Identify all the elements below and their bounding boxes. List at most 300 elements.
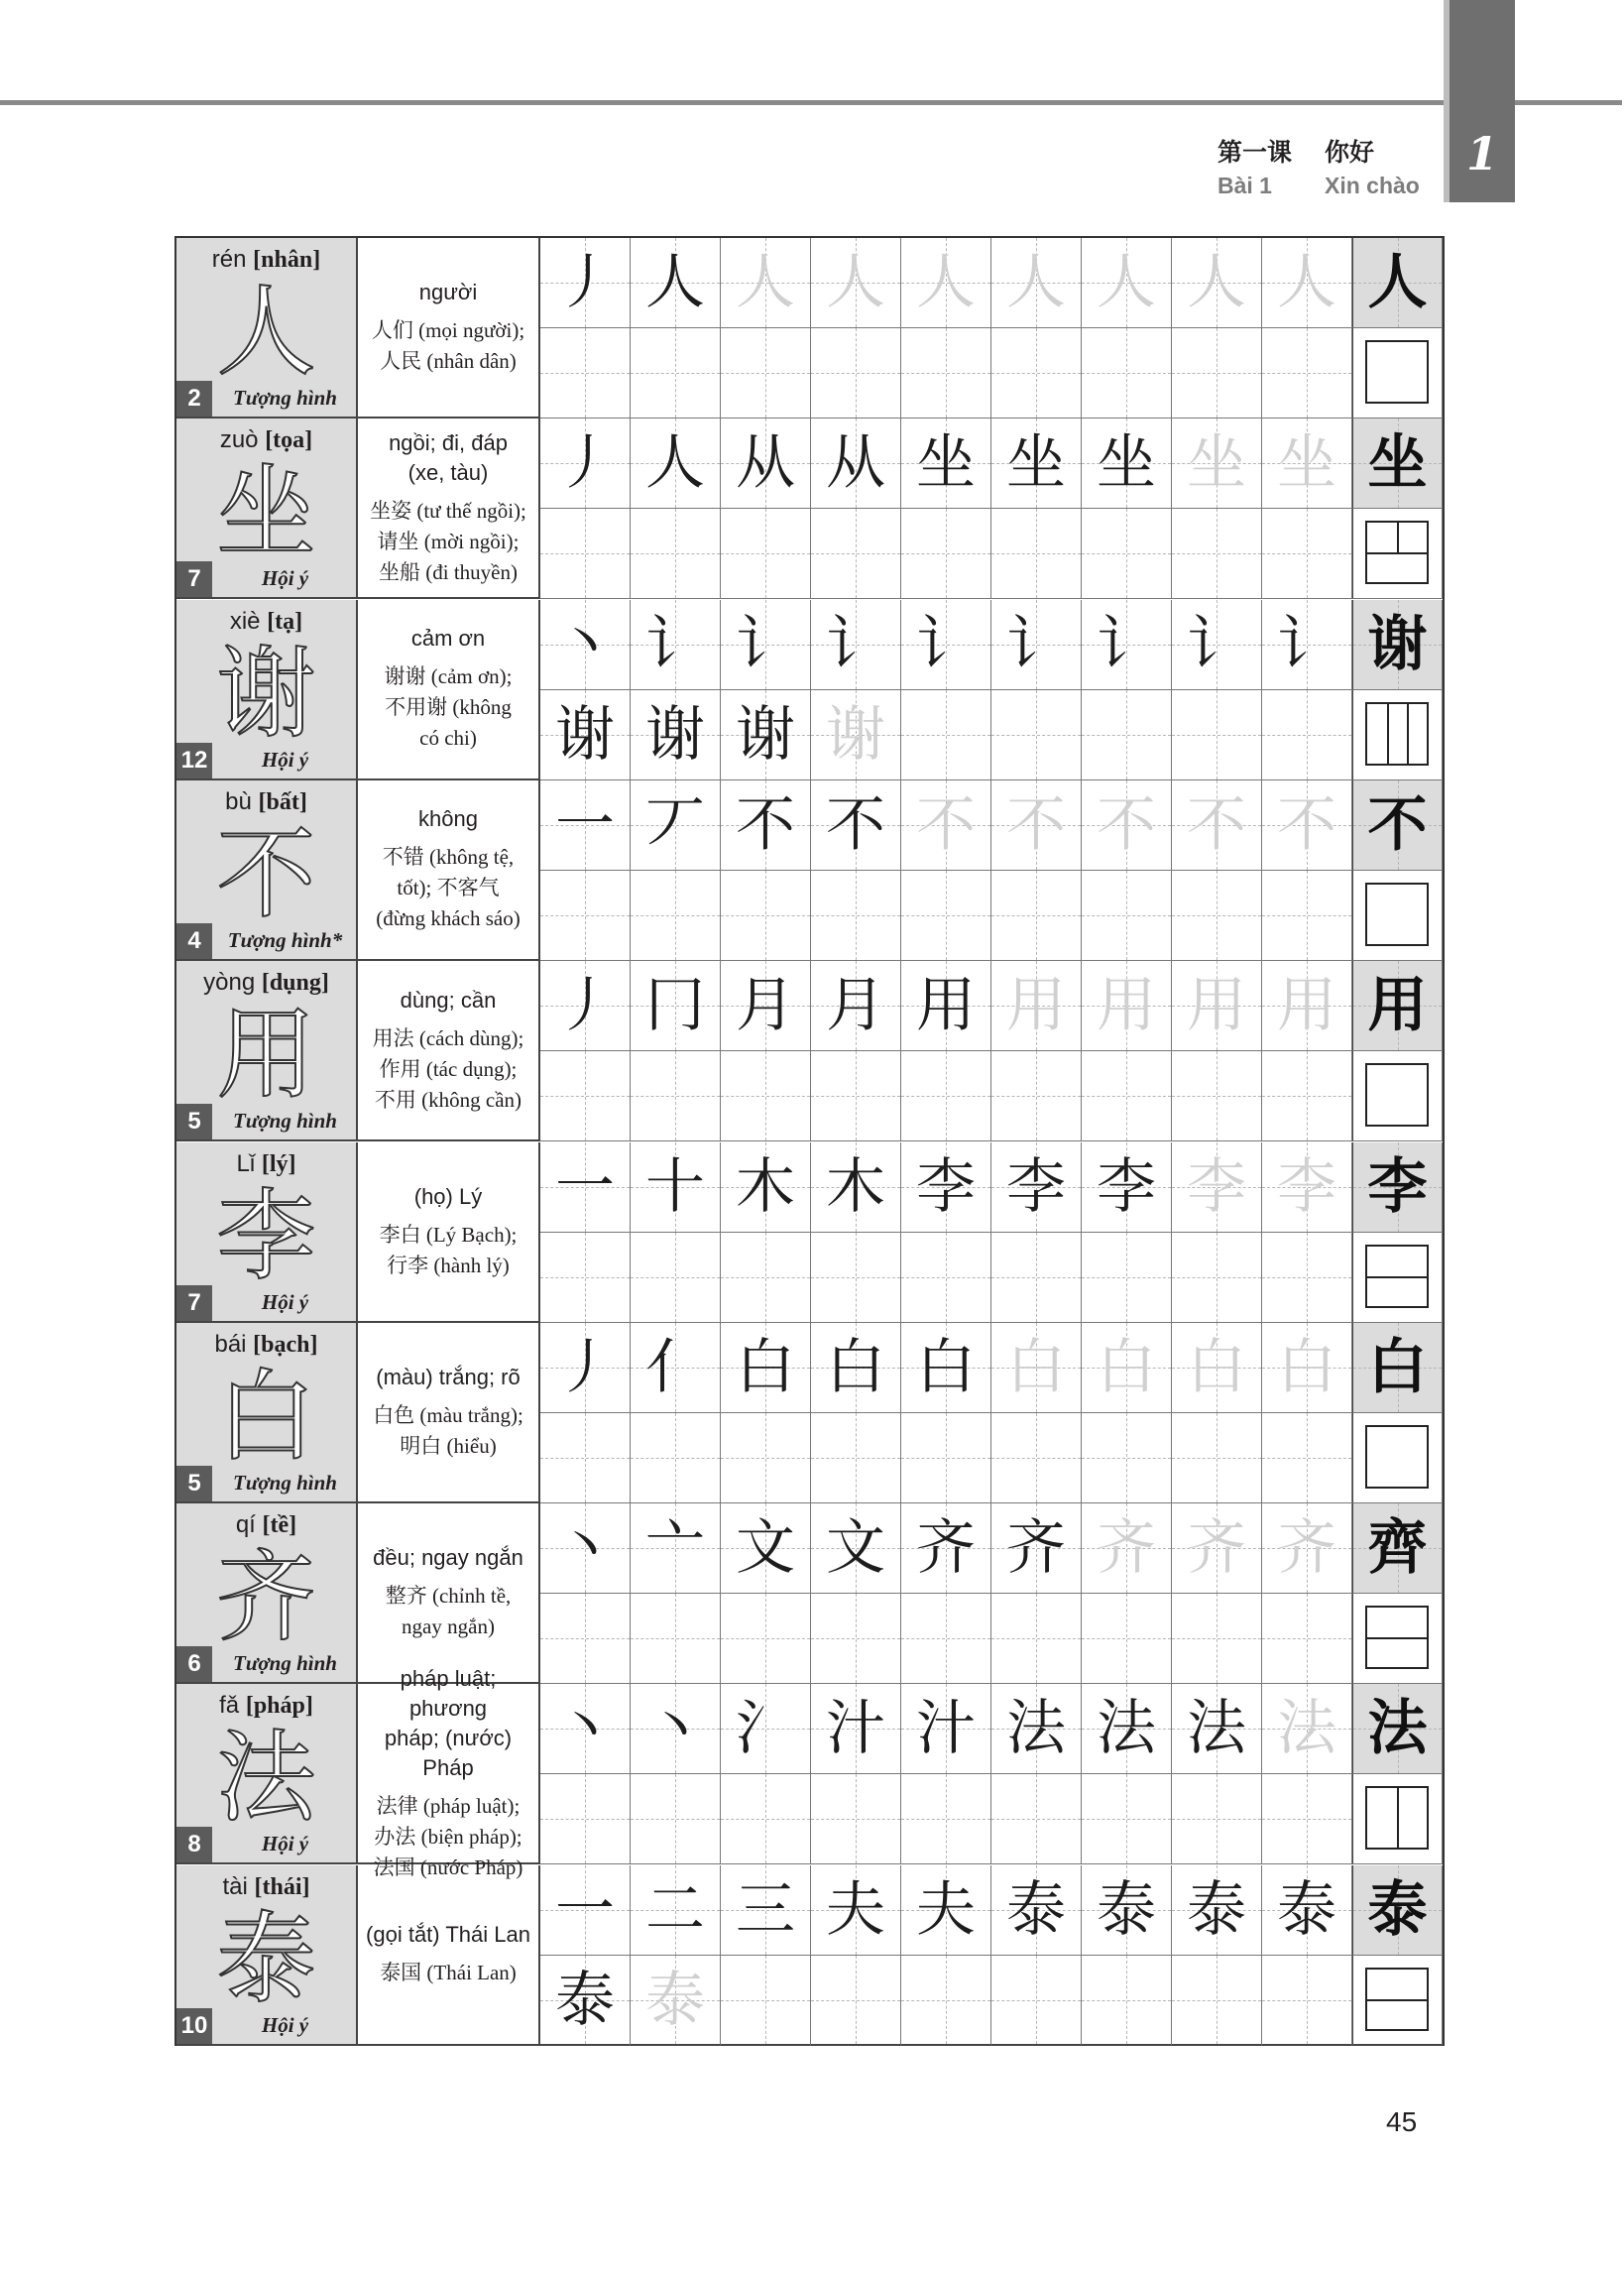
sino-vietnamese: [nhân]	[253, 247, 321, 273]
practice-cell	[811, 780, 901, 871]
trace-character: 不	[1187, 789, 1246, 860]
practice-cell	[1172, 780, 1262, 871]
practice-grid	[540, 1865, 1443, 2046]
stroke-count-badge: 8	[176, 1827, 212, 1862]
practice-cell	[721, 1774, 811, 1864]
character-row	[176, 1323, 1443, 1503]
trace-character: 用	[1277, 971, 1336, 1041]
stroke-step: 汁	[826, 1694, 885, 1764]
structure-diagram	[1365, 1968, 1429, 2031]
pinyin-text: fǎ	[219, 1692, 240, 1720]
practice-cell	[631, 1503, 721, 1594]
pinyin-text: rén	[211, 246, 247, 273]
stroke-step: 人	[645, 248, 705, 317]
final-character-cell	[1352, 1684, 1443, 1774]
trace-character: 人	[1097, 248, 1156, 317]
practice-cell	[631, 1323, 721, 1413]
stroke-step: 文	[826, 1513, 885, 1584]
character-info	[176, 419, 358, 599]
practice-cell	[540, 961, 631, 1051]
stroke-step: 木	[736, 1151, 795, 1222]
pinyin	[176, 608, 356, 636]
final-character-cell	[1352, 1865, 1443, 1956]
practice-cell	[1262, 871, 1352, 961]
stroke-count-badge: 7	[176, 561, 212, 597]
practice-cell	[1262, 600, 1352, 690]
character-type: Tượng hình	[233, 1470, 337, 1495]
practice-cell	[721, 328, 811, 419]
structure-diagram	[1365, 521, 1429, 584]
practice-cell	[1262, 780, 1352, 871]
practice-cell	[901, 1051, 991, 1141]
practice-grid	[540, 1684, 1443, 1864]
stroke-step: 从	[736, 428, 795, 499]
practice-cell	[540, 1233, 631, 1323]
meaning-cell	[358, 600, 540, 780]
pinyin	[176, 788, 356, 816]
character-type: Hội ý	[261, 1289, 309, 1314]
trace-character: 李	[1187, 1151, 1246, 1222]
practice-cell	[901, 780, 991, 871]
trace-character: 齐	[1187, 1513, 1246, 1584]
practice-cell	[1172, 1413, 1262, 1503]
structure-line	[1367, 1999, 1427, 2001]
final-character-cell	[1352, 1142, 1443, 1233]
practice-cell	[1262, 1956, 1352, 2046]
pinyin-text: yòng	[203, 969, 256, 997]
practice-cell	[540, 1594, 631, 1684]
pinyin-text: bù	[225, 787, 252, 815]
sino-vietnamese: [tề]	[262, 1512, 297, 1539]
stroke-step: 木	[826, 1151, 885, 1222]
practice-cell	[1262, 1865, 1352, 1956]
character-row	[176, 1865, 1443, 2046]
practice-cell	[1172, 600, 1262, 690]
meaning: cảm ơn	[410, 626, 486, 652]
practice-cell	[811, 328, 901, 419]
practice-cell	[811, 1051, 901, 1141]
practice-cell	[1172, 1051, 1262, 1141]
practice-cell	[631, 600, 721, 690]
character-type: Tượng hình*	[227, 927, 343, 952]
practice-cell	[901, 238, 991, 328]
practice-cell	[721, 419, 811, 509]
meaning: (gọi tắt) Thái Lan	[366, 1922, 530, 1948]
practice-cell	[991, 600, 1082, 690]
practice-cell	[811, 509, 901, 599]
stroke-step: 亻	[645, 1332, 705, 1402]
structure-diagram	[1365, 1786, 1429, 1850]
stroke-step: 夫	[826, 1874, 885, 1945]
practice-cell	[721, 1413, 811, 1503]
practice-cell	[991, 1774, 1082, 1864]
stroke-step: 讠	[826, 609, 885, 679]
trace-character: 白	[1187, 1332, 1246, 1402]
practice-cell	[1262, 1051, 1352, 1141]
examples: 整齐 (chỉnh tề, ngay ngắn)	[385, 1584, 512, 1639]
stroke-step: 李	[1006, 1151, 1066, 1222]
practice-cell	[901, 328, 991, 419]
final-character: 白	[1367, 1332, 1428, 1402]
practice-cell	[1172, 1142, 1262, 1233]
practice-cell	[631, 1142, 721, 1233]
character-info	[176, 1503, 358, 1684]
outline-character: 用	[216, 997, 316, 1114]
outline-character: 不	[216, 815, 316, 932]
practice-cell	[811, 1142, 901, 1233]
practice-cell	[1172, 961, 1262, 1051]
practice-cell	[540, 780, 631, 871]
practice-cell	[901, 690, 991, 780]
structure-diagram	[1365, 1245, 1429, 1308]
trace-character: 齐	[1277, 1513, 1336, 1584]
meaning-cell	[358, 238, 540, 419]
examples: 泰国 (Thái Lan)	[380, 1961, 517, 1985]
stroke-step: 一	[555, 789, 615, 860]
structure-cell	[1352, 1051, 1443, 1141]
stroke-step: 泰	[555, 1965, 615, 2035]
meaning: không	[418, 806, 478, 832]
trace-character: 齐	[1097, 1513, 1156, 1584]
practice-cell	[811, 1956, 901, 2046]
practice-cell	[991, 328, 1082, 419]
trace-character: 人	[1006, 248, 1066, 317]
practice-cell	[991, 780, 1082, 871]
stroke-step: 不	[736, 789, 795, 860]
practice-cell	[1172, 871, 1262, 961]
stroke-step: 白	[826, 1332, 885, 1402]
practice-cell	[991, 1956, 1082, 2046]
lesson-title	[1325, 133, 1420, 199]
practice-sheet	[174, 236, 1445, 2046]
practice-cell	[1262, 1594, 1352, 1684]
practice-cell	[631, 238, 721, 328]
stroke-step: 三	[736, 1874, 795, 1945]
trace-character: 不	[1097, 789, 1156, 860]
character-row	[176, 1503, 1443, 1684]
structure-line	[1397, 523, 1399, 552]
pinyin	[176, 1150, 356, 1178]
character-row	[176, 419, 1443, 599]
practice-cell	[540, 1051, 631, 1141]
practice-cell	[721, 1233, 811, 1323]
meaning: người	[418, 280, 478, 304]
stroke-step: 氵	[736, 1694, 795, 1764]
practice-cell	[1082, 328, 1172, 419]
trace-character: 法	[1277, 1694, 1336, 1764]
stroke-step: 丿	[555, 971, 615, 1041]
practice-cell	[540, 1142, 631, 1233]
practice-cell	[901, 1594, 991, 1684]
character-row	[176, 1142, 1443, 1323]
trace-character: 谢	[826, 699, 885, 770]
outline-character: 人	[216, 274, 316, 390]
structure-cell	[1352, 1774, 1443, 1864]
practice-grid	[540, 1503, 1443, 1684]
practice-cell	[1082, 961, 1172, 1051]
stroke-count-badge: 10	[176, 2008, 212, 2044]
final-character-cell	[1352, 600, 1443, 690]
practice-cell	[540, 238, 631, 328]
practice-cell	[631, 328, 721, 419]
page-number: 45	[1386, 2106, 1418, 2137]
trace-character: 李	[1277, 1151, 1336, 1222]
pinyin-text: qí	[235, 1511, 256, 1539]
practice-cell	[631, 780, 721, 871]
character-type: Hội ý	[261, 2012, 309, 2037]
stroke-step: 从	[826, 428, 885, 499]
sino-vietnamese: [tạ]	[267, 608, 303, 635]
outline-character: 齐	[216, 1539, 316, 1656]
practice-grid	[540, 961, 1443, 1141]
practice-cell	[631, 1684, 721, 1774]
meaning-cell	[358, 961, 540, 1141]
practice-cell	[901, 1413, 991, 1503]
trace-character: 人	[736, 248, 795, 317]
final-character-cell	[1352, 780, 1443, 871]
stroke-step: 一	[555, 1874, 615, 1945]
practice-cell	[811, 238, 901, 328]
practice-cell	[901, 1956, 991, 2046]
stroke-step: 月	[736, 971, 795, 1041]
stroke-step: 不	[826, 789, 885, 860]
top-rule	[0, 100, 1622, 105]
practice-cell	[631, 1956, 721, 2046]
final-character: 齊	[1367, 1513, 1428, 1584]
practice-cell	[1082, 1503, 1172, 1594]
practice-cell	[1082, 780, 1172, 871]
stroke-step: 法	[1097, 1694, 1156, 1764]
stroke-step: 丿	[555, 428, 615, 499]
character-info	[176, 780, 358, 961]
practice-grid	[540, 600, 1443, 780]
pinyin	[176, 969, 356, 997]
chapter-tab	[1444, 0, 1515, 202]
practice-cell	[540, 1413, 631, 1503]
practice-cell	[721, 509, 811, 599]
examples: 用法 (cách dùng); 作用 (tác dụng); 不用 (không cần)	[372, 1025, 524, 1112]
practice-cell	[901, 1142, 991, 1233]
outline-character: 李	[216, 1177, 316, 1294]
practice-cell	[631, 1774, 721, 1864]
practice-cell	[991, 1594, 1082, 1684]
trace-character: 白	[1097, 1332, 1156, 1402]
stroke-step: 讠	[736, 609, 795, 679]
practice-cell	[540, 419, 631, 509]
pinyin-text: tài	[222, 1872, 248, 1900]
character-info	[176, 1142, 358, 1323]
practice-cell	[991, 238, 1082, 328]
stroke-step: 李	[1097, 1151, 1156, 1222]
stroke-step: 白	[916, 1332, 976, 1402]
character-info	[176, 1684, 358, 1864]
character-type: Hội ý	[261, 566, 309, 591]
stroke-step: 讠	[1006, 609, 1066, 679]
practice-cell	[991, 1051, 1082, 1141]
character-info	[176, 961, 358, 1141]
practice-cell	[811, 1684, 901, 1774]
meaning-cell	[358, 1665, 540, 1879]
practice-cell	[540, 1774, 631, 1864]
practice-cell	[811, 1323, 901, 1413]
practice-cell	[1172, 328, 1262, 419]
final-character-cell	[1352, 1323, 1443, 1413]
outline-character: 坐	[216, 454, 316, 571]
stroke-count-badge: 12	[176, 743, 212, 778]
trace-character: 人	[916, 248, 976, 317]
meaning: dùng; cần	[400, 987, 497, 1013]
practice-cell	[901, 600, 991, 690]
practice-grid	[540, 1323, 1443, 1503]
stroke-step: 坐	[1097, 428, 1156, 499]
pinyin	[176, 426, 356, 454]
practice-cell	[1082, 1684, 1172, 1774]
trace-character: 不	[916, 789, 976, 860]
stroke-step: 齐	[916, 1513, 976, 1584]
examples: 法律 (pháp luật); 办法 (biện pháp); 法国 (nước Pháp)	[373, 1793, 523, 1879]
practice-cell	[1172, 238, 1262, 328]
practice-cell	[811, 961, 901, 1051]
meaning-cell	[358, 419, 540, 599]
final-character: 泰	[1367, 1874, 1428, 1945]
practice-cell	[1172, 690, 1262, 780]
practice-cell	[721, 1051, 811, 1141]
chapter-number: 1	[1465, 127, 1498, 180]
stroke-step: 亠	[645, 1513, 705, 1584]
trace-character: 不	[1277, 789, 1336, 860]
stroke-step: 白	[736, 1332, 795, 1402]
practice-cell	[631, 1413, 721, 1503]
character-type: Tượng hình	[233, 386, 337, 410]
stroke-step: 泰	[1277, 1874, 1336, 1945]
practice-cell	[1172, 1503, 1262, 1594]
practice-cell	[901, 961, 991, 1051]
practice-cell	[901, 509, 991, 599]
stroke-step: 谢	[736, 699, 795, 770]
practice-cell	[540, 1503, 631, 1594]
lesson-title-zh: 你好	[1325, 139, 1375, 167]
practice-cell	[1082, 1865, 1172, 1956]
practice-cell	[1172, 1233, 1262, 1323]
practice-cell	[1082, 1233, 1172, 1323]
trace-character: 用	[1097, 971, 1156, 1041]
practice-cell	[540, 600, 631, 690]
character-info	[176, 600, 358, 780]
outline-character: 谢	[216, 635, 316, 752]
character-info	[176, 1323, 358, 1503]
practice-cell	[1262, 238, 1352, 328]
stroke-count-badge: 5	[176, 1104, 212, 1139]
stroke-step: 讠	[1097, 609, 1156, 679]
examples: 坐姿 (tư thế ngồi); 请坐 (mời ngồi); 坐船 (đi thuyền)	[370, 498, 526, 584]
character-type: Hội ý	[261, 1832, 309, 1856]
final-character: 坐	[1367, 428, 1428, 499]
stroke-step: 丶	[555, 1694, 615, 1764]
structure-line	[1397, 1788, 1399, 1848]
practice-cell	[721, 1865, 811, 1956]
pinyin-text: zuò	[219, 426, 259, 454]
practice-cell	[811, 1594, 901, 1684]
practice-grid	[540, 419, 1443, 599]
trace-character: 用	[1187, 971, 1246, 1041]
practice-cell	[901, 1684, 991, 1774]
practice-cell	[540, 1956, 631, 2046]
examples: 李白 (Lý Bạch); 行李 (hành lý)	[379, 1222, 518, 1277]
trace-character: 人	[1277, 248, 1336, 317]
practice-cell	[540, 1865, 631, 1956]
practice-cell	[1262, 1142, 1352, 1233]
structure-diagram	[1365, 1606, 1429, 1669]
practice-cell	[1172, 1323, 1262, 1413]
meaning-cell	[358, 1142, 540, 1323]
practice-cell	[721, 780, 811, 871]
character-type: Hội ý	[261, 747, 309, 772]
practice-grid	[540, 780, 1443, 961]
practice-cell	[991, 419, 1082, 509]
practice-cell	[540, 690, 631, 780]
sino-vietnamese: [bất]	[258, 788, 307, 815]
pinyin	[176, 1511, 356, 1539]
structure-diagram	[1365, 1425, 1429, 1489]
practice-cell	[991, 1233, 1082, 1323]
practice-cell	[631, 509, 721, 599]
examples: 不错 (không tệ, tốt); 不客气 (đừng khách sáo)	[376, 845, 521, 931]
practice-cell	[540, 328, 631, 419]
stroke-step: 谢	[645, 699, 705, 770]
practice-cell	[721, 1142, 811, 1233]
final-character-cell	[1352, 419, 1443, 509]
stroke-step: 人	[645, 428, 705, 499]
practice-cell	[991, 1323, 1082, 1413]
final-character: 用	[1367, 971, 1428, 1041]
sino-vietnamese: [dụng]	[261, 970, 329, 997]
practice-cell	[811, 600, 901, 690]
practice-cell	[1082, 1142, 1172, 1233]
practice-cell	[811, 1233, 901, 1323]
final-character: 李	[1367, 1151, 1428, 1222]
practice-cell	[540, 1684, 631, 1774]
stroke-step: 讠	[1187, 609, 1246, 679]
stroke-step: 泰	[1006, 1874, 1066, 1945]
trace-character: 坐	[1187, 428, 1246, 499]
final-character-cell	[1352, 961, 1443, 1051]
trace-character: 用	[1006, 971, 1066, 1041]
structure-diagram	[1365, 1063, 1429, 1127]
stroke-step: 丶	[645, 1694, 705, 1764]
practice-cell	[721, 1956, 811, 2046]
practice-cell	[1262, 419, 1352, 509]
structure-line	[1387, 704, 1389, 764]
practice-cell	[811, 1865, 901, 1956]
stroke-step: 讠	[916, 609, 976, 679]
practice-cell	[721, 690, 811, 780]
structure-cell	[1352, 1413, 1443, 1503]
practice-cell	[631, 1865, 721, 1956]
final-character: 法	[1367, 1694, 1428, 1764]
examples: 谢谢 (cảm ơn); 不用谢 (không có chi)	[384, 664, 513, 751]
pinyin	[176, 1331, 356, 1359]
practice-cell	[811, 1503, 901, 1594]
practice-cell	[721, 1503, 811, 1594]
meaning: (họ) Lý	[413, 1183, 483, 1209]
practice-cell	[631, 871, 721, 961]
practice-cell	[1262, 1233, 1352, 1323]
stroke-step: 丿	[555, 248, 615, 317]
final-character: 不	[1367, 789, 1428, 860]
stroke-step: 十	[645, 1151, 705, 1222]
practice-cell	[991, 1413, 1082, 1503]
sino-vietnamese: [bạch]	[253, 1331, 318, 1358]
